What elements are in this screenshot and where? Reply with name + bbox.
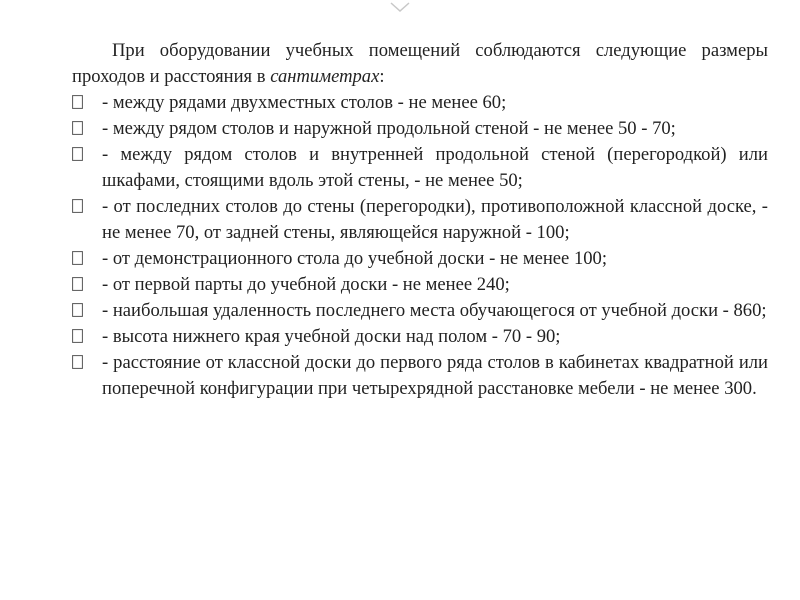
empty-box-icon [72, 355, 83, 369]
list-item-text: - между рядом столов и внутренней продольной стеной (перегородкой) или шкафами, стоящими вдоль этой стены, - не менее 50; [102, 144, 768, 191]
list-item [72, 272, 768, 298]
list-item [72, 142, 768, 194]
empty-box-icon [72, 329, 83, 343]
list-item-text: - от последних столов до стены (перегородки), противоположной классной доске, - не менее 70, от задней стены, являющейся наружной - 100; [102, 196, 768, 243]
slide-text [72, 38, 768, 402]
requirements-list [72, 90, 768, 402]
list-item-text: - от демонстрационного стола до учебной доски - не менее 100; [102, 248, 608, 269]
list-item-text: - наибольшая удаленность последнего места обучающегося от учебной доски - 860; [102, 300, 767, 321]
empty-box-icon [72, 251, 83, 265]
empty-box-icon [72, 95, 83, 109]
list-item-text: - между рядами двухместных столов - не менее 60; [102, 92, 507, 113]
list-item [72, 298, 768, 324]
expand-arrow-icon[interactable] [389, 1, 411, 13]
list-item [72, 194, 768, 246]
list-item-text: - расстояние от классной доски до первого ряда столов в кабинетах квадратной или поперечной конфигурации при четырехрядной расстановке мебели - не менее 300. [102, 352, 768, 399]
list-item [72, 350, 768, 402]
list-item-text: - между рядом столов и наружной продольной стеной - не менее 50 - 70; [102, 118, 676, 139]
empty-box-icon [72, 147, 83, 161]
list-item [72, 116, 768, 142]
intro-tail: : [379, 66, 385, 87]
list-item [72, 246, 768, 272]
list-item-text: - высота нижнего края учебной доски над полом - 70 - 90; [102, 326, 561, 347]
list-item [72, 324, 768, 350]
empty-box-icon [72, 121, 83, 135]
top-band [0, 0, 800, 14]
intro-lead: При оборудовании учебных помещений соблюдаются следующие размеры проходов и расстояния в [72, 40, 768, 87]
intro-paragraph [72, 38, 768, 90]
empty-box-icon [72, 199, 83, 213]
list-item [72, 90, 768, 116]
empty-box-icon [72, 303, 83, 317]
empty-box-icon [72, 277, 83, 291]
list-item-text: - от первой парты до учебной доски - не менее 240; [102, 274, 510, 295]
intro-emphasis: сантиметрах [270, 66, 380, 87]
